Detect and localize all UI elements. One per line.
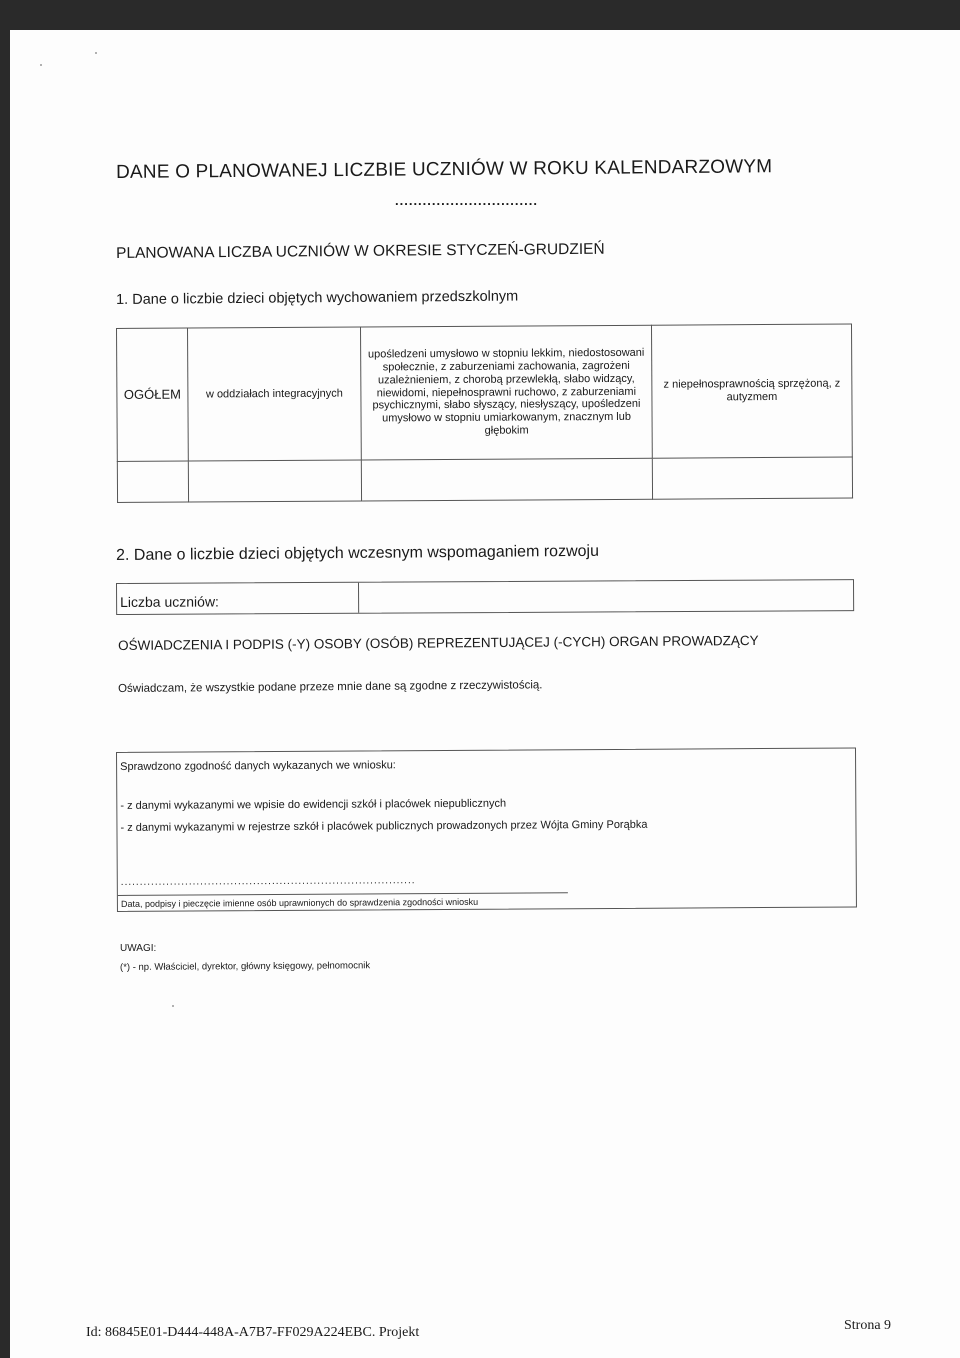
column-header-total: OGÓŁEM <box>117 328 189 461</box>
notes-text: (*) - np. Właściciel, dyrektor, główny księgowy, pełnomocnik <box>120 960 371 973</box>
notes-heading: UWAGI: <box>120 943 157 954</box>
column-header-disabilities: upośledzeni umysłowo w stopniu lekkim, niedostosowani społecznie, z zaburzeniami zachowania, zagrożeni uzależnieniem, z chorobą przewlekłą, słabo widzący, niewidomi, niepełnosprawni ruchowo, z zaburzeniami psychicznymi, słabo słyszący, niesłyszący, upośledzeni umysłowo w stopniu umiarkowanym, znacznym lub głębokim <box>360 325 652 460</box>
table-header-row <box>117 324 853 461</box>
declaration-text: Oświadczam, że wszystkie podane przeze mnie dane są zgodne z rzeczywistością. <box>118 679 543 695</box>
scan-speck <box>172 1005 174 1007</box>
column-header-integration: w oddziałach integracyjnych <box>188 327 362 461</box>
integration-value-cell[interactable] <box>188 460 361 502</box>
verification-item: - z danymi wykazanymi w rejestrze szkół i placówek publicznych prowadzonych przez Wójta Gminy Porąbka <box>120 818 648 834</box>
student-count-label: Liczba uczniów: <box>117 583 359 614</box>
verification-heading: Sprawdzono zgodność danych wykazanych we wniosku: <box>120 759 396 773</box>
section2-heading: 2. Dane o liczbie dzieci objętych wczesnym wspomaganiem rozwoju <box>116 542 600 564</box>
table-row <box>117 457 852 502</box>
year-placeholder: ............................... <box>395 193 538 208</box>
document-id: Id: 86845E01-D444-448A-A7B7-FF029A224EBC. Projekt <box>86 1325 420 1340</box>
scan-speck <box>95 52 97 54</box>
verification-box <box>116 747 857 912</box>
signature-dotted-line[interactable]: .............................................................................. <box>120 875 416 888</box>
section1-heading: 1. Dane o liczbie dzieci objętych wychowaniem przedszkolnym <box>116 288 519 308</box>
preschool-children-table <box>116 324 853 503</box>
divider <box>118 892 568 896</box>
total-value-cell[interactable] <box>117 461 188 502</box>
column-header-multiple-disability: z niepełnosprawnością sprzężoną, z autyzmem <box>651 324 852 458</box>
scan-speck <box>40 64 42 66</box>
verification-item: - z danymi wykazanymi we wpisie do ewidencji szkół i placówek niepublicznych <box>120 797 507 812</box>
signature-label: Data, podpisy i pieczęcie imienne osób uprawnionych do sprawdzenia zgodności wniosku <box>120 896 479 909</box>
declaration-heading: OŚWIADCZENIA I PODPIS (-Y) OSOBY (OSÓB) REPREZENTUJĄCEJ (-CYCH) ORGAN PROWADZĄCY <box>118 632 759 653</box>
disabilities-value-cell[interactable] <box>361 458 652 501</box>
student-count-box <box>116 579 854 615</box>
document-subtitle: PLANOWANA LICZBA UCZNIÓW W OKRESIE STYCZEŃ-GRUDZIEŃ <box>116 240 605 262</box>
page-number: Strona 9 <box>844 1318 892 1333</box>
student-count-field[interactable] <box>359 580 853 613</box>
document-title: DANE O PLANOWANEJ LICZBIE UCZNIÓW W ROKU KALENDARZOWYM <box>116 156 773 183</box>
multiple-disability-value-cell[interactable] <box>652 457 852 499</box>
